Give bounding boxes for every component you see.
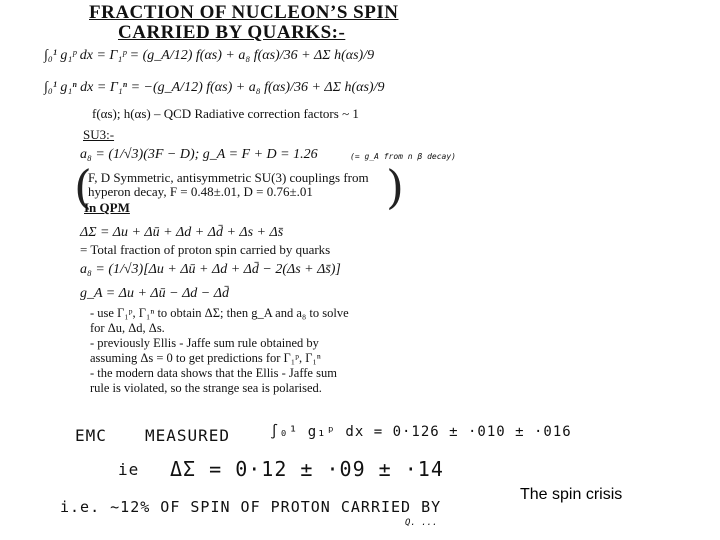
proton-sum-rule: ∫₀¹ g₁ᵖ dx = Γ₁ᵖ = (g_A/12) f(αs) + a₈ f(αs)/36 + ΔΣ h(αs)/9	[44, 48, 375, 63]
delta-sigma-description: = Total fraction of proton spin carried by quarks	[80, 242, 331, 257]
qpm-label: In QPM	[84, 200, 130, 215]
bullet-line: rule is violated, so the strange sea is polarised.	[90, 381, 322, 395]
emc-label: EMC	[75, 426, 107, 445]
page-title: FRACTION OF NUCLEON’S SPIN	[89, 2, 399, 23]
su3-a8-equation: a₈ = (1/√3)(3F − D); g_A = F + D = 1.26	[80, 147, 318, 162]
bullet-line: - previously Ellis - Jaffe sum rule obtained by	[90, 336, 319, 350]
emc-integral-result: ∫₀¹ g₁ᵖ dx = 0·126 ± ·010 ± ·016	[270, 424, 572, 440]
conclusion-tail: Q. ...	[405, 518, 438, 528]
ie-label: ie	[118, 460, 140, 479]
slide-caption: The spin crisis	[520, 486, 623, 503]
su3-description-line1: F, D Symmetric, antisymmetric SU(3) couplings from	[88, 170, 369, 185]
delta-sigma-result: ΔΣ = 0·12 ± ·09 ± ·14	[170, 457, 444, 481]
qcd-factors-note: f(αs); h(αs) – QCD Radiative correction factors ~ 1	[92, 106, 359, 121]
delta-sigma-equation: ΔΣ = Δu + Δū + Δd + Δd̄ + Δs + Δs̄	[80, 225, 284, 240]
bullet-line: - use Γ₁ᵖ, Γ₁ⁿ to obtain ΔΣ; then g_A and a₈ to solve	[90, 306, 349, 320]
bullet-line: for Δu, Δd, Δs.	[90, 321, 165, 335]
ga-handwritten-note: (= g_A from n β decay)	[350, 152, 456, 161]
measured-label: MEASURED	[145, 426, 231, 445]
su3-description-line2: hyperon decay, F = 0.48±.01, D = 0.76±.01	[88, 184, 313, 199]
neutron-sum-rule: ∫₀¹ g₁ⁿ dx = Γ₁ⁿ = −(g_A/12) f(αs) + a₈ f(αs)/36 + ΔΣ h(αs)/9	[44, 80, 385, 95]
conclusion-line: i.e. ~12% OF SPIN OF PROTON CARRIED BY	[60, 498, 442, 516]
left-brace-icon: (	[74, 160, 92, 214]
page-subtitle: CARRIED BY QUARKS:-	[118, 22, 346, 43]
qpm-a8-equation: a₈ = (1/√3)[Δu + Δū + Δd + Δd̄ − 2(Δs + Δs̄)]	[80, 262, 341, 277]
bullet-line: assuming Δs = 0 to get predictions for Γ₁ᵖ, Γ₁ⁿ	[90, 351, 321, 365]
su3-label: SU3:-	[83, 127, 115, 142]
right-brace-icon: )	[386, 160, 404, 214]
bullet-line: - the modern data shows that the Ellis - Jaffe sum	[90, 366, 337, 380]
qpm-ga-equation: g_A = Δu + Δū − Δd − Δd̄	[80, 286, 229, 301]
